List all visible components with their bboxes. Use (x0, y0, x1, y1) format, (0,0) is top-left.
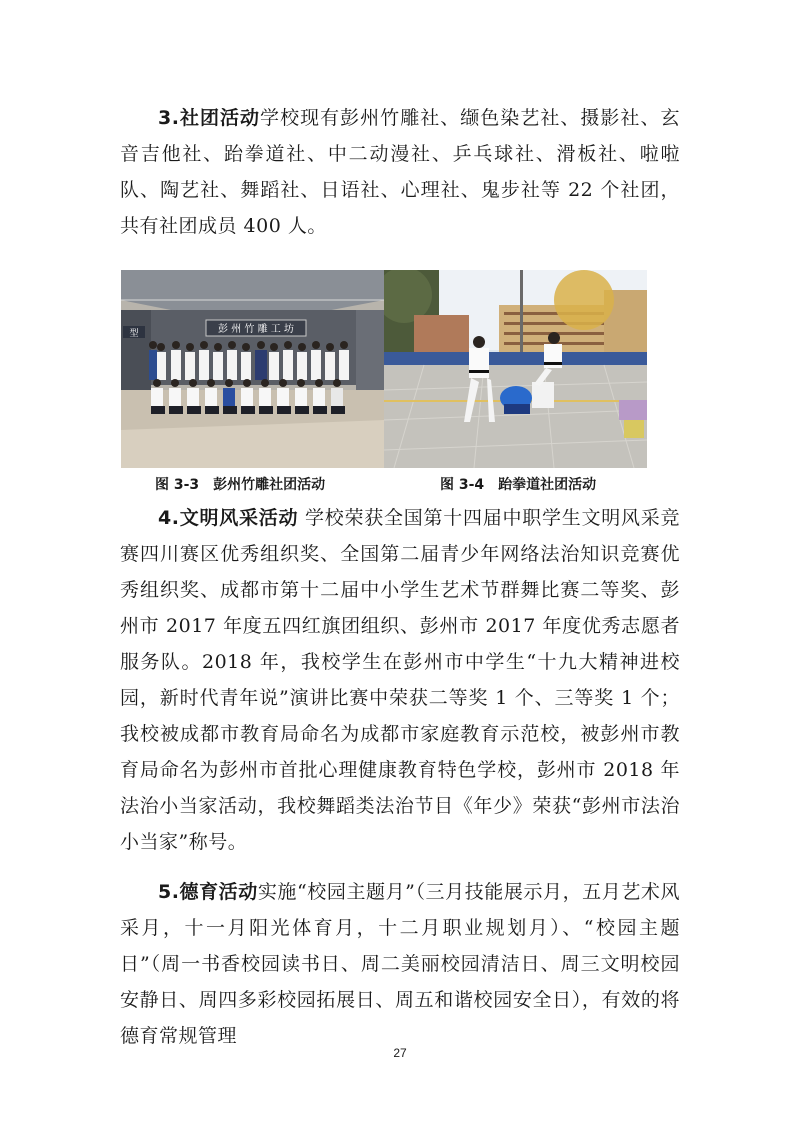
photo-taekwondo-club (384, 270, 647, 468)
club-sign-text: 彭 州 竹 雕 工 坊 (218, 324, 294, 335)
section-5-heading: 5.德育活动 (158, 881, 258, 903)
section-3-text: 学校现有彭州竹雕社、缬色染艺社、摄影社、玄音吉他社、跆拳道社、中二动漫社、乒乓球社、滑板社、啦啦队、陶艺社、舞蹈社、日语社、心理社、鬼步社等 22 个社团，共有社团成员 400 人。 (120, 107, 680, 237)
section-4-heading: 4.文明风采活动 (158, 507, 299, 529)
header-mark (0, 0, 180, 8)
section-4-text: 学校荣获全国第十四届中职学生文明风采竞赛四川赛区优秀组织奖、全国第二届青少年网络法治知识竞赛优秀组织奖、成都市第十二届中小学生艺术节群舞比赛二等奖、彭州市 2017 年度五四红旗团组织、彭州市 2017 年度优秀志愿者服务队。2018 年，我校学生在彭州市中学生“十九大精神进校园，新时代青年说”演讲比赛中荣获二等奖 1 个、三等奖 1 个；我校被成都市教育局命名为成都市家庭教育示范校，被彭州市教育局命名为彭州市首批心理健康教育特色学校，彭州市 2018 年法治小当家活动，我校舞蹈类法治节目《年少》荣获“彭州市法治小当家”称号。 (120, 507, 680, 853)
figure-3-4-caption: 图 3-4 跆拳道社团活动 (440, 477, 597, 493)
section-3-heading: 3.社团活动 (158, 107, 261, 129)
section-5-paragraph (120, 874, 680, 1054)
section-4-paragraph (120, 500, 680, 860)
side-sign-text: 型 (129, 329, 139, 339)
page-number: 27 (393, 1046, 407, 1060)
section-3-paragraph (120, 100, 680, 244)
figure-3-3-caption: 图 3-3 彭州竹雕社团活动 (155, 477, 326, 493)
section-5-text: 实施“校园主题月”（三月技能展示月，五月艺术风采月，十一月阳光体育月，十二月职业规划月）、“校园主题日”（周一书香校园读书日、周二美丽校园清洁日、周三文明校园安静日、周四多彩校园拓展日、周五和谐校园安全日），有效的将德育常规管理 (120, 881, 680, 1047)
photo-bamboo-carving-club (121, 270, 384, 468)
